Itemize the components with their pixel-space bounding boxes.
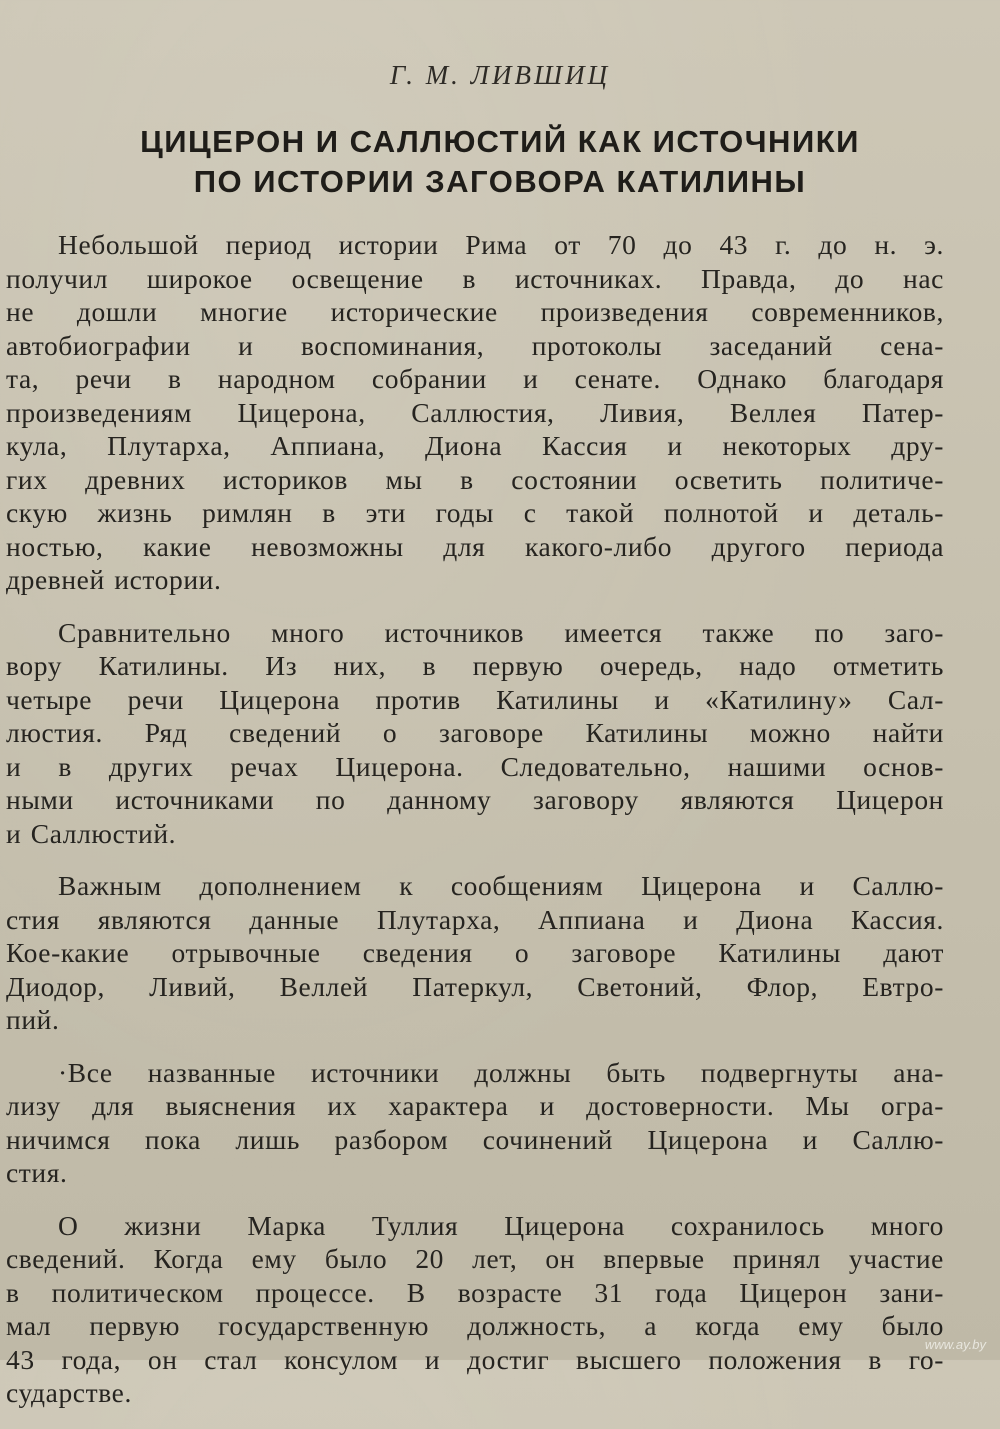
text-line: Важным дополнением к сообщениям Цицерона и Саллю- xyxy=(58,870,944,901)
text-line: пий. xyxy=(6,1004,60,1035)
text-line: стия. xyxy=(6,1157,68,1188)
text-line: четыре речи Цицерона против Катилины и «Катилину» Сал- xyxy=(6,683,944,715)
text-line: ничимся пока лишь разбором сочинений Цицерона и Саллю- xyxy=(6,1123,944,1155)
text-line: Сравнительно много источников имеется также по заго- xyxy=(58,616,944,648)
article-body xyxy=(6,228,944,1429)
paragraph xyxy=(6,616,944,851)
text-line: в политическом процессе. В возрасте 31 года Цицерон зани- xyxy=(6,1276,944,1308)
paragraph xyxy=(6,1209,944,1410)
text-line: мал первую государственную должность, а когда ему было xyxy=(6,1310,944,1341)
text-line: получил широкое освещение в источниках. Правда, до нас xyxy=(6,262,944,294)
title-line: ЦИЦЕРОН И САЛЛЮСТИЙ КАК ИСТОЧНИКИ xyxy=(140,124,860,159)
text-line: стия являются данные Плутарха, Аппиана и Диона Кассия. xyxy=(6,903,944,935)
text-line: сударстве. xyxy=(6,1377,132,1408)
text-line: та, речи в народном собрании и сенате. Однако благодаря xyxy=(6,363,944,394)
text-line: автобиографии и воспоминания, протоколы заседаний сена- xyxy=(6,329,944,361)
text-line: Кое-какие отрывочные сведения о заговоре Катилины дают xyxy=(6,937,944,968)
text-line: гих древних историков мы в состоянии осветить политиче- xyxy=(6,463,944,495)
text-line: и Саллюстий. xyxy=(6,817,177,849)
text-line: вору Катилины. Из них, в первую очередь, надо отметить xyxy=(6,650,944,681)
paragraph xyxy=(6,1056,944,1190)
text-line: ными источниками по данному заговору являются Цицерон xyxy=(6,784,944,815)
text-line: произведениям Цицерона, Саллюстия, Ливия, Веллея Патер- xyxy=(6,396,944,428)
text-line: древней истории. xyxy=(6,564,222,595)
text-line: и в других речах Цицерона. Следовательно, нашими основ- xyxy=(6,750,944,782)
text-line: скую жизнь римлян в эти годы с такой полнотой и деталь- xyxy=(6,497,944,528)
author-name: Г. М. ЛИВШИЦ xyxy=(389,60,611,90)
watermark: www.ay.by xyxy=(924,1337,986,1352)
text-line: кула, Плутарха, Аппиана, Диона Кассия и некоторых дру- xyxy=(6,430,944,461)
text-line: ностью, какие невозможны для какого-либо другого периода xyxy=(6,530,944,562)
paragraph xyxy=(6,228,944,597)
paragraph xyxy=(6,869,944,1037)
text-line: Диодор, Ливий, Веллей Патеркул, Светоний, Флор, Евтро- xyxy=(6,970,944,1002)
text-line: О жизни Марка Туллия Цицерона сохранилось много xyxy=(58,1209,944,1241)
text-line: ·Все названные источники должны быть подвергнуты ана- xyxy=(58,1056,944,1088)
title-line: ПО ИСТОРИИ ЗАГОВОРА КАТИЛИНЫ xyxy=(193,164,807,199)
text-line: 43 года, он стал консулом и достиг высшего положения в го- xyxy=(6,1343,944,1375)
article-title xyxy=(40,122,960,202)
text-line: люстия. Ряд сведений о заговоре Катилины можно найти xyxy=(6,717,944,748)
text-line: Небольшой период истории Рима от 70 до 43 г. до н. э. xyxy=(58,229,944,260)
text-line: лизу для выяснения их характера и достоверности. Мы огра- xyxy=(6,1090,944,1121)
text-line: не дошли многие исторические произведения современников, xyxy=(6,296,944,327)
text-line: сведений. Когда ему было 20 лет, он впервые принял участие xyxy=(6,1243,944,1274)
